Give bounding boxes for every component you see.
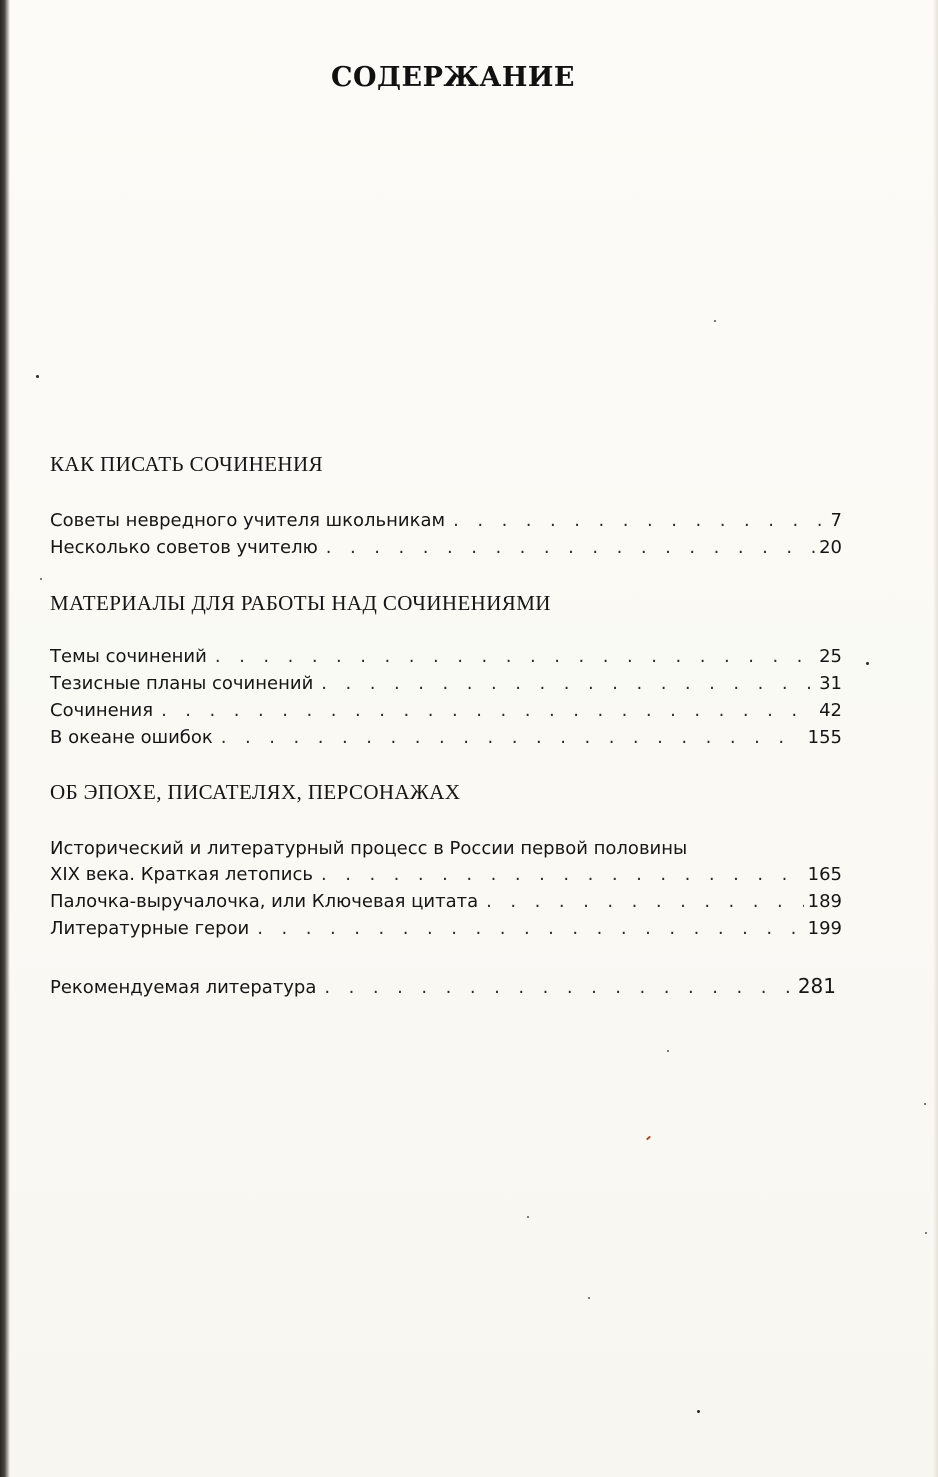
toc-page-number: 281: [797, 974, 836, 998]
toc-entry[interactable]: [50, 918, 842, 945]
toc-page-number: 7: [830, 510, 842, 531]
toc-entry-title: Литературные герои: [50, 918, 250, 939]
scan-speck: [866, 662, 869, 665]
toc-page-number: 31: [819, 673, 842, 694]
toc-page-number: 155: [807, 727, 842, 748]
toc-entry[interactable]: [50, 891, 842, 918]
scan-speck: [924, 1103, 926, 1105]
dot-leader: [221, 727, 804, 748]
toc-entry-title: Палочка-выручалочка, или Ключевая цитата: [50, 891, 479, 912]
dot-leader: [453, 510, 826, 531]
toc-entry-title: В океане ошибок: [50, 727, 213, 748]
toc-entry-title: Темы сочинений: [50, 646, 207, 667]
dot-leader: [161, 700, 815, 721]
toc-entry-title: XIX века. Краткая летопись: [50, 864, 313, 885]
scan-speck: [588, 1297, 590, 1299]
scan-speck: [36, 375, 39, 378]
toc-page-number: 25: [819, 646, 842, 667]
toc-entry-title: Сочинения: [50, 700, 154, 721]
section-heading-how-to-write: КАК ПИСАТЬ СОЧИНЕНИЯ: [50, 452, 323, 476]
dot-leader: [215, 646, 815, 667]
toc-entry[interactable]: [50, 727, 842, 754]
scan-speck: [714, 320, 716, 322]
toc-entry-title: Советы невредного учителя школьникам: [50, 510, 446, 531]
toc-entry[interactable]: [50, 537, 842, 564]
toc-entry-title: Рекомендуемая литература: [50, 977, 317, 998]
toc-entry-title: Несколько советов учителю: [50, 537, 318, 558]
toc-page-number: 199: [807, 918, 842, 939]
scan-speck: [527, 1216, 529, 1218]
dot-leader: [321, 673, 815, 694]
toc-page-number: 165: [807, 864, 842, 885]
toc-entry[interactable]: [50, 510, 842, 537]
toc-page-number: 42: [819, 700, 842, 721]
dot-leader: [324, 977, 793, 998]
dot-leader: [326, 537, 815, 558]
page-title: СОДЕРЖАНИЕ: [331, 62, 575, 93]
toc-page-number: 189: [807, 891, 842, 912]
toc-entry-recommended-literature[interactable]: [50, 974, 836, 1001]
page-edge-shadow: [0, 0, 10, 1477]
toc-page-number: 20: [819, 537, 842, 558]
toc-entry[interactable]: [50, 864, 842, 891]
toc-entry[interactable]: [50, 700, 842, 727]
scan-speck: [667, 1050, 669, 1052]
toc-entry[interactable]: [50, 646, 842, 673]
scan-speck: [697, 1410, 700, 1413]
toc-entry[interactable]: [50, 673, 842, 700]
dot-leader: [486, 891, 804, 912]
section-heading-epoch: ОБ ЭПОХЕ, ПИСАТЕЛЯХ, ПЕРСОНАЖАХ: [50, 780, 461, 804]
dot-leader: [257, 918, 803, 939]
scan-speck: [40, 578, 42, 580]
toc-entry-title: Тезисные планы сочинений: [50, 673, 314, 694]
dot-leader: [321, 864, 804, 885]
scan-speck: [646, 1136, 651, 1141]
toc-entry-title-line1[interactable]: Исторический и литературный процесс в России первой половины: [50, 838, 688, 859]
page-edge-right: [933, 0, 938, 1477]
scan-speck: [925, 1232, 927, 1234]
section-heading-materials: МАТЕРИАЛЫ ДЛЯ РАБОТЫ НАД СОЧИНЕНИЯМИ: [50, 591, 551, 615]
